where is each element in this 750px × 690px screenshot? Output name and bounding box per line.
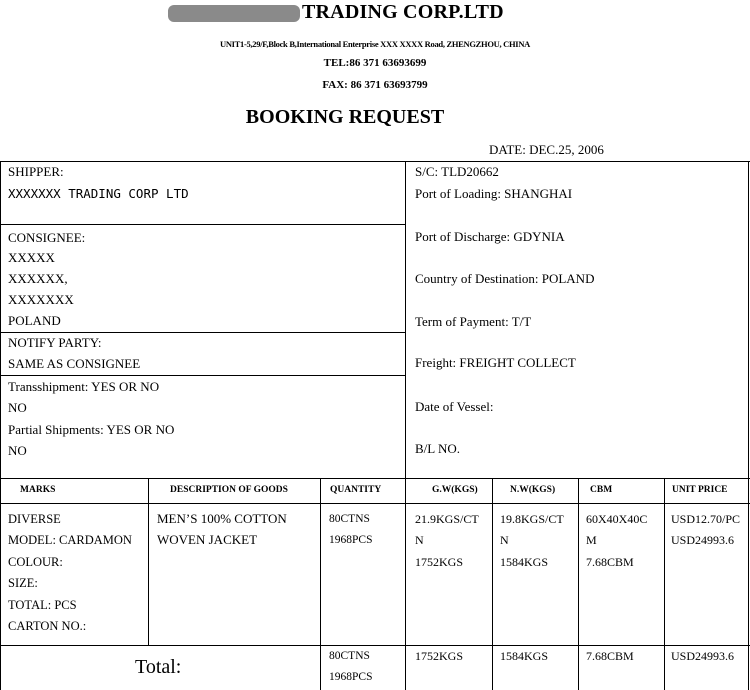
company-fax: FAX: 86 371 63693799 [322,79,428,91]
quantity-line: 1968PCS [329,534,373,546]
company-address: UNIT1-5,29/F,Block B,International Enterprise XXX XXXX Road, ZHENGZHOU, CHINA [220,39,530,49]
company-name: TRADING CORP.LTD [302,1,504,23]
consignee-line: XXXXX [8,250,55,265]
cbm-line: 60X40X40C [586,512,648,526]
total-net-weight: 1584KGS [500,649,549,663]
partial-shipments-label: Partial Shipments: YES OR NO [8,422,175,437]
gross-weight-line: N [415,533,424,547]
transshipment-label: Transshipment: YES OR NO [8,379,160,394]
marks-line: DIVERSE [8,512,61,526]
unit-price-line: USD24993.6 [671,533,735,547]
payment-terms: Term of Payment: T/T [415,314,532,329]
gross-weight-line: 21.9KGS/CT [415,512,479,526]
total-quantity-line: 80CTNS [329,650,370,662]
consignee-line: POLAND [8,313,61,328]
country-of-destination: Country of Destination: POLAND [415,271,595,286]
shipper-label: SHIPPER: [8,164,64,179]
unit-price-line: USD12.70/PC [671,512,741,526]
header-gross-weight: G.W(KGS) [432,485,478,495]
consignee-label: CONSIGNEE: [8,230,86,245]
total-price: USD24993.6 [671,649,735,663]
consignee-line: XXXXXX, [8,271,68,286]
total-label: Total: [135,656,182,678]
port-of-discharge: Port of Discharge: GDYNIA [415,229,565,244]
header-unit-price: UNIT PRICE [672,485,728,495]
port-of-loading: Port of Loading: SHANGHAI [415,186,573,201]
quantity-line: 80CTNS [329,513,370,525]
partial-shipments-value: NO [8,443,27,458]
date-of-vessel: Date of Vessel: [415,399,494,414]
cbm-line: 7.68CBM [586,555,634,569]
net-weight-line: 1584KGS [500,555,549,569]
document-title: BOOKING REQUEST [245,106,445,128]
marks-line: MODEL: CARDAMON [8,533,132,547]
net-weight-line: N [500,533,509,547]
notify-party-value: SAME AS CONSIGNEE [8,356,141,371]
header-marks: MARKS [20,485,56,495]
marks-line: COLOUR: [8,555,63,569]
header-cbm: CBM [590,485,613,495]
transshipment-value: NO [8,400,27,415]
bl-number: B/L NO. [415,441,461,456]
marks-line: SIZE: [8,576,38,590]
total-gross-weight: 1752KGS [415,649,464,663]
redacted-company-prefix [168,5,300,22]
cbm-line: M [586,533,597,547]
description-line: MEN’S 100% COTTON [157,511,287,526]
header-net-weight: N.W(KGS) [510,485,556,495]
description-line: WOVEN JACKET [157,532,258,547]
document-date: DATE: DEC.25, 2006 [489,142,604,157]
header-quantity: QUANTITY [330,485,382,495]
freight-terms: Freight: FREIGHT COLLECT [415,355,576,370]
notify-party-label: NOTIFY PARTY: [8,335,102,350]
marks-line: TOTAL: PCS [8,598,77,612]
marks-line: CARTON NO.: [8,619,87,633]
consignee-line: XXXXXXX [8,292,74,307]
gross-weight-line: 1752KGS [415,555,464,569]
shipper-value: XXXXXXX TRADING CORP LTD [8,186,189,201]
total-cbm: 7.68CBM [586,649,634,663]
company-tel: TEL:86 371 63693699 [323,57,427,69]
sales-contract: S/C: TLD20662 [415,164,499,179]
total-quantity-line: 1968PCS [329,671,373,683]
header-description: DESCRIPTION OF GOODS [170,485,288,495]
net-weight-line: 19.8KGS/CT [500,512,564,526]
